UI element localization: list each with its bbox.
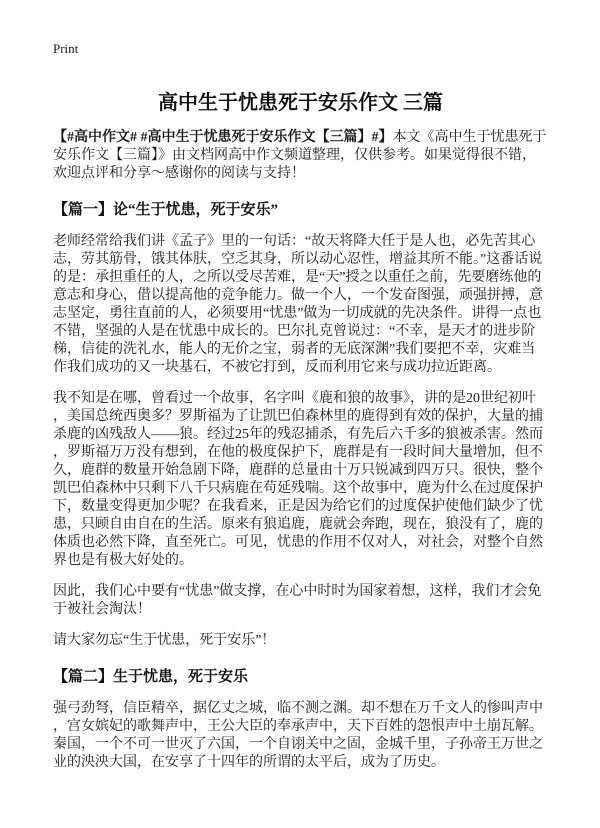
section-1-paragraph-1: 老师经常给我们讲《孟子》里的一句话：“故天将降大任于是人也，必先苦其心志，劳其筋骨，饿其体肤，空乏其身，所以动心忍性，增益其所不能。”这番话说的是：承担重任的人，之所以受尽苦难，是“天”授之以重任之前，先要磨练他的意志和身心，借以提高他的竞争能力。做一个人，一个发奋图强，顽强拼搏，意志坚定，勇往直前的人，必须要用“忧患”做为一切成就的先决条件。讲得一点也不错，坚强的人是在忧患中成长的。巴尔扎克曾说过：“不幸，是天才的进步阶梯，信徒的洗礼水，能人的无价之宝，弱者的无底深渊”我们要把不幸，灾难当作我们成功的又一块基石，不被它打到，反而利用它来与成功拉近距离。: [53, 234, 543, 375]
section-2-paragraph-1: 强弓劲弩，信臣精卒，据亿丈之城，临不测之渊。却不想在万千文人的惨叫声中，宫女嫔妃的歌舞声中，王公大臣的奉承声中，天下百姓的怨恨声中土崩瓦解。秦国，一个不可一世灭了六国，一个自诩关中之固，金城千里，子孙帝王万世之业的泱泱大国，在安享了十四年的所谓的太平后，成为了历史。: [53, 701, 543, 770]
intro-paragraph: [53, 129, 548, 183]
intro-bold-tag: 【#高中作文# #高中生于忧患死于安乐作文【三篇】#】: [53, 130, 393, 145]
intro-text: 本文《高中生于忧患死于安乐作文【三篇】》由文档网高中作文频道整理，仅供参考。如果觉得很不错，欢迎点评和分享～感谢你的阅读与支持！: [53, 130, 547, 181]
section-1-heading: 【篇一】论“生于忧患，死于安乐”: [53, 202, 279, 218]
page-title: 高中生于忧患死于安乐作文 三篇: [158, 92, 443, 114]
section-2-heading: 【篇二】生于忧患，死于安乐: [53, 669, 249, 685]
print-button[interactable]: Print: [53, 41, 79, 56]
section-1-paragraph-2: 我不知是在哪，曾看过一个故事，名字叫《鹿和狼的故事》，讲的是20世纪初叶，美国总统西奥多？罗斯福为了让凯巴伯森林里的鹿得到有效的保护，大量的捕杀鹿的凶残敌人——狼。经过25年的残忍捕杀，有先后六千多的狼被杀害。然而，罗斯福万万没有想到，在他的极度保护下，鹿群是有一段时间大量增加，但不久，鹿群的数量开始急剧下降，鹿群的总量由十万只锐减到四万只。很快，整个凯巴伯森林中只剩下八千只病鹿在苟延残喘。这个故事中，鹿为什么在过度保护下，数量变得更加少呢？在我看来，正是因为给它们的过度保护使他们缺少了忧患，只顾自由自在的生活。原来有狼追鹿，鹿就会奔跑，现在，狼没有了，鹿的体质也必然下降，直至死亡。可见，忧患的作用不仅对人，对社会，对整个自然界也是有极大好处的。: [53, 391, 543, 568]
section-1-paragraph-3: 因此，我们心中要有“忧患”做支撑，在心中时时为国家着想，这样，我们才会免于被社会淘汰！: [53, 584, 542, 617]
section-1-paragraph-4: 请大家勿忘“生于忧患，死于安乐”！: [53, 633, 276, 648]
